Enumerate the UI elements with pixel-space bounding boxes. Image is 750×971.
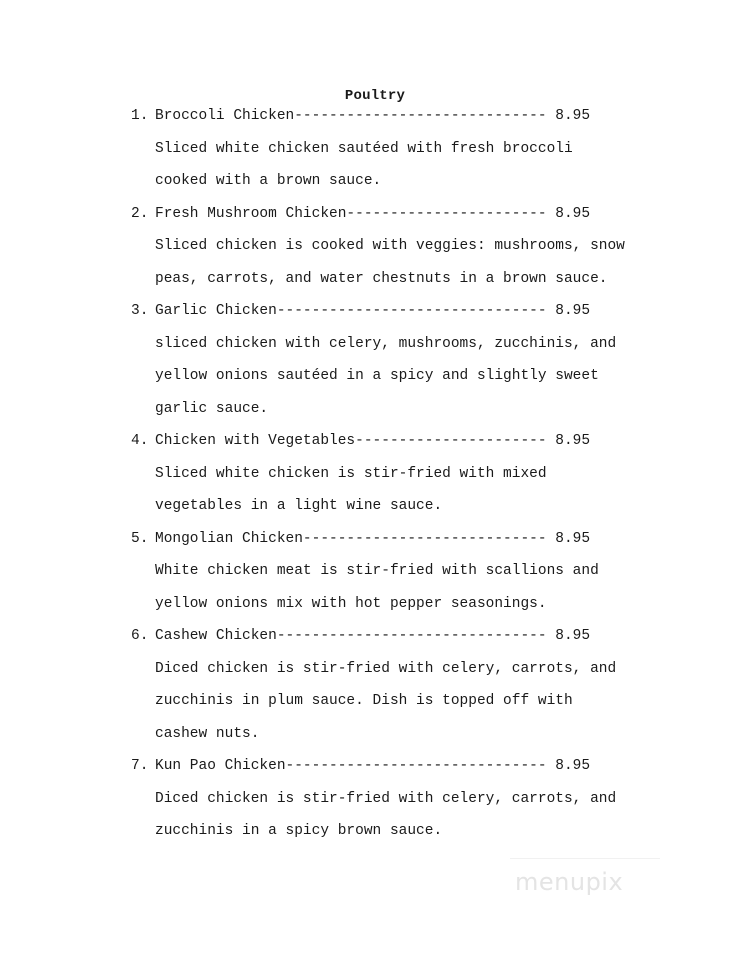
item-number: 7. xyxy=(131,758,149,774)
item-name-price-line: Mongolian Chicken---------------------------- 8.95 xyxy=(155,530,591,547)
item-name-price-line: Chicken with Vegetables---------------------- 8.95 xyxy=(155,433,591,449)
item-description-line: vegetables in a light wine sauce. xyxy=(155,498,443,514)
item-description-line: garlic sauce. xyxy=(155,400,269,417)
item-description-line: White chicken meat is stir-fried with scallions and xyxy=(155,563,599,579)
item-description-line: yellow onions sautéed in a spicy and slightly sweet xyxy=(155,368,599,384)
item-name-price-line: Kun Pao Chicken------------------------------ 8.95 xyxy=(155,758,591,774)
item-description-line: Diced chicken is stir-fried with celery, carrots, and xyxy=(155,660,617,677)
menu-item xyxy=(0,425,750,523)
item-number: 5. xyxy=(131,530,149,547)
menu-list xyxy=(0,100,750,848)
section-title: Poultry xyxy=(344,88,406,104)
menupix-watermark: menupix xyxy=(515,868,624,896)
item-description-line: zucchinis in a spicy brown sauce. xyxy=(155,823,443,839)
menu-item xyxy=(0,620,750,750)
item-description-line: Sliced white chicken is stir-fried with mixed xyxy=(155,465,547,482)
item-description-line: peas, carrots, and water chestnuts in a brown sauce. xyxy=(155,270,608,287)
watermark-divider xyxy=(510,858,660,859)
item-description-line: sliced chicken with celery, mushrooms, zucchinis, and xyxy=(155,335,617,352)
menu-item xyxy=(0,295,750,425)
item-description-line: Diced chicken is stir-fried with celery, carrots, and xyxy=(155,790,617,807)
item-description-line: Sliced white chicken sautéed with fresh broccoli xyxy=(155,140,573,157)
item-description-line: Sliced chicken is cooked with veggies: mushrooms, snow xyxy=(155,238,625,254)
menu-item xyxy=(0,523,750,621)
item-name-price-line: Cashew Chicken------------------------------- 8.95 xyxy=(155,628,591,644)
item-description-line: cooked with a brown sauce. xyxy=(155,173,382,189)
item-number: 4. xyxy=(131,433,149,449)
item-number: 3. xyxy=(131,303,149,319)
item-description-line: cashew nuts. xyxy=(155,725,260,742)
item-number: 6. xyxy=(131,628,149,644)
item-description-line: zucchinis in plum sauce. Dish is topped off with xyxy=(155,693,573,709)
item-name-price-line: Fresh Mushroom Chicken----------------------- 8.95 xyxy=(155,205,591,222)
item-name-price-line: Garlic Chicken------------------------------- 8.95 xyxy=(155,303,591,319)
item-number: 1. xyxy=(131,108,149,124)
item-description-line: yellow onions mix with hot pepper seasonings. xyxy=(155,595,547,612)
item-name-price-line: Broccoli Chicken----------------------------- 8.95 xyxy=(155,108,591,124)
menu-item xyxy=(0,100,750,198)
menu-item xyxy=(0,198,750,296)
item-number: 2. xyxy=(131,205,149,222)
menu-item xyxy=(0,750,750,848)
